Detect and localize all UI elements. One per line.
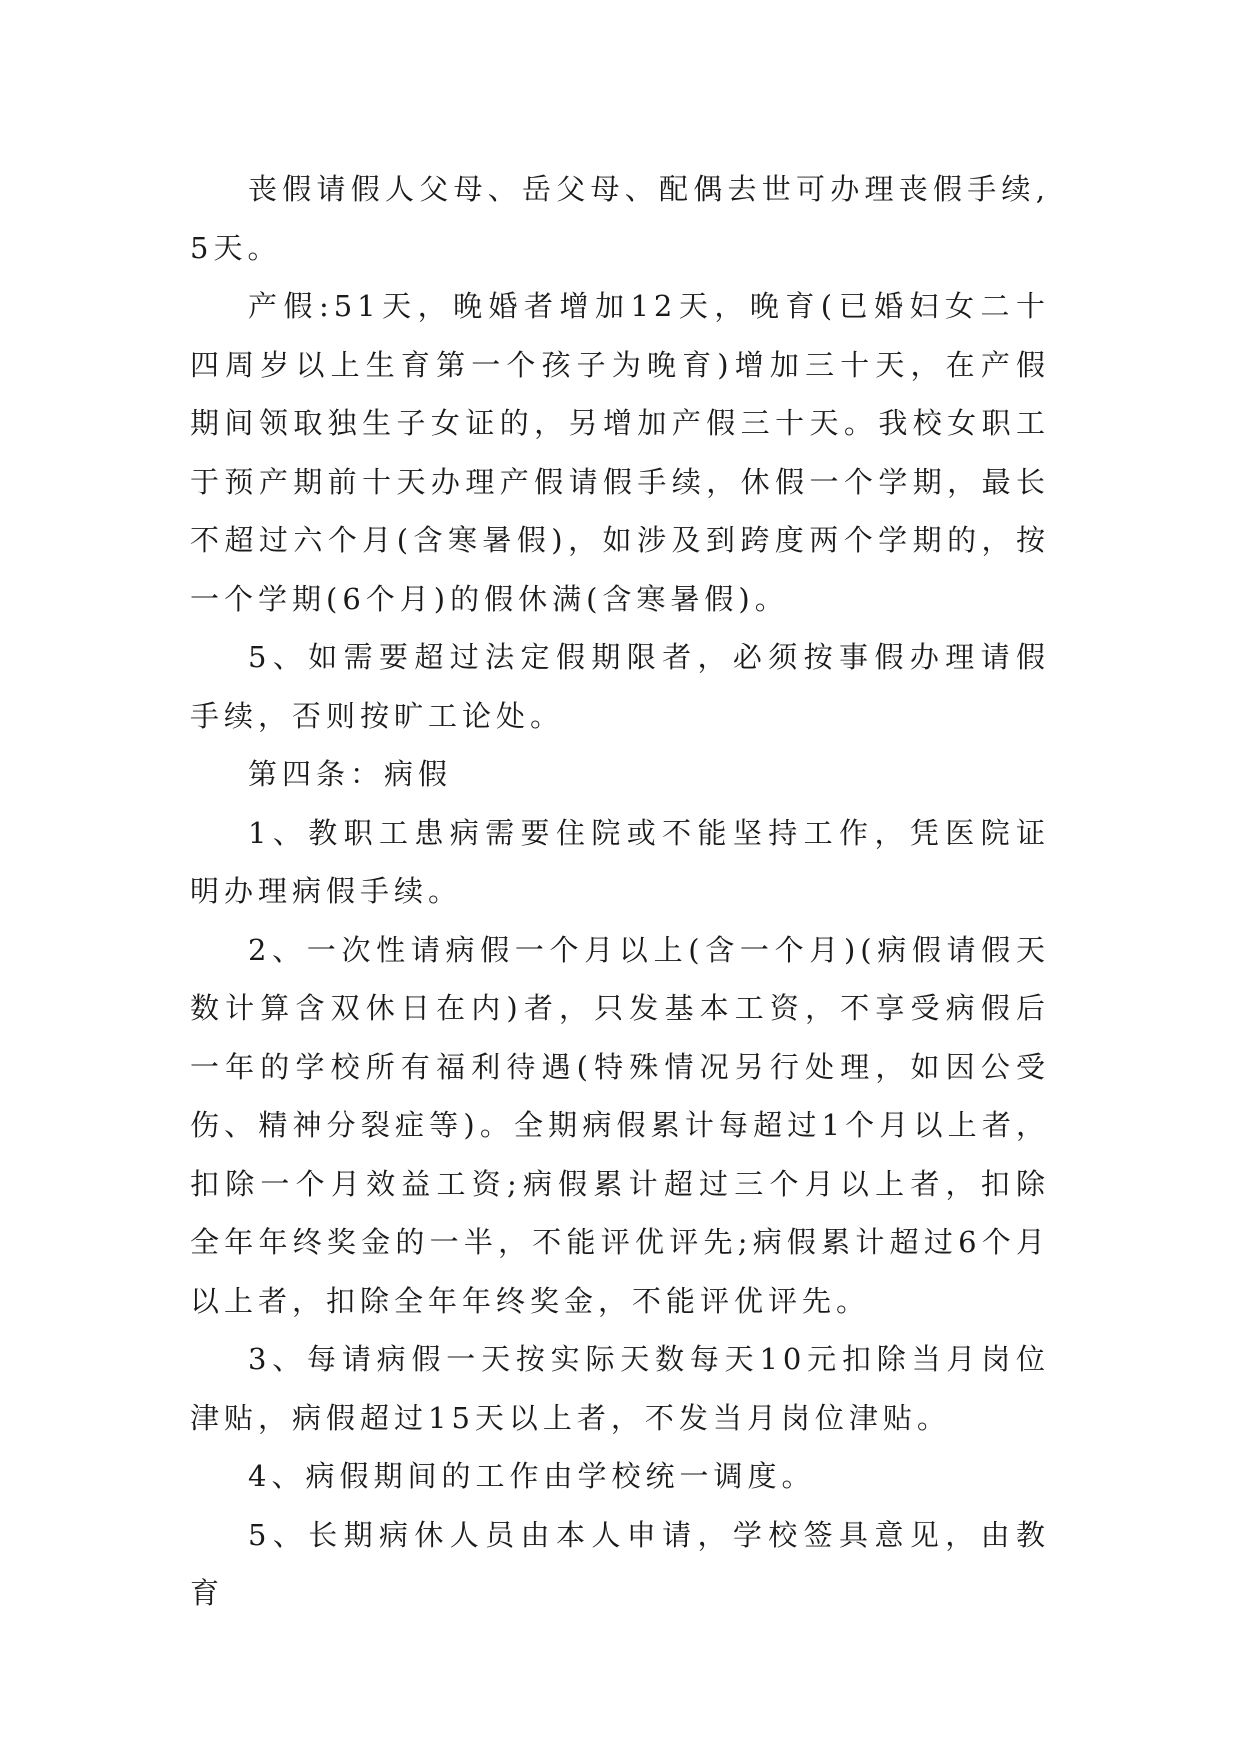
paragraph-sick-leave-2: 2、一次性请病假一个月以上(含一个月)(病假请假天数计算含双休日在内)者，只发基本工资，不享受病假后一年的学校所有福利待遇(特殊情况另行处理，如因公受伤、精神分裂症等)。全期病假累计每超过1个月以上者，扣除一个月效益工资;病假累计超过三个月以上者，扣除全年年终奖金的一半，不能评优评先;病假累计超过6个月以上者，扣除全年年终奖金，不能评优评先。 — [190, 932, 1050, 1318]
paragraph-sick-leave-3: 3、每请病假一天按实际天数每天10元扣除当月岗位津贴，病假超过15天以上者，不发当月岗位津贴。 — [190, 1342, 1050, 1435]
paragraph-funeral-leave: 丧假请假人父母、岳父母、配偶去世可办理丧假手续,5天。 — [190, 172, 1050, 265]
paragraph-sick-leave-1: 1、教职工患病需要住院或不能坚持工作，凭医院证明办理病假手续。 — [190, 815, 1050, 908]
document-body — [190, 160, 1050, 1623]
paragraph-exceed-leave: 5、如需要超过法定假期限者，必须按事假办理请假手续，否则按旷工论处。 — [190, 640, 1050, 733]
article-heading-sick-leave: 第四条：病假 — [248, 757, 453, 791]
paragraph-maternity-leave: 产假:51天，晚婚者增加12天，晚育(已婚妇女二十四周岁以上生育第一个孩子为晚育)增加三十天，在产假期间领取独生子女证的，另增加产假三十天。我校女职工于预产期前十天办理产假请假手续，休假一个学期，最长不超过六个月(含寒暑假)，如涉及到跨度两个学期的，按一个学期(6个月)的假休满(含寒暑假)。 — [190, 289, 1050, 616]
paragraph-sick-leave-5: 5、长期病休人员由本人申请，学校签具意见，由教育 — [190, 1517, 1050, 1610]
paragraph-sick-leave-4: 4、病假期间的工作由学校统一调度。 — [248, 1459, 816, 1493]
